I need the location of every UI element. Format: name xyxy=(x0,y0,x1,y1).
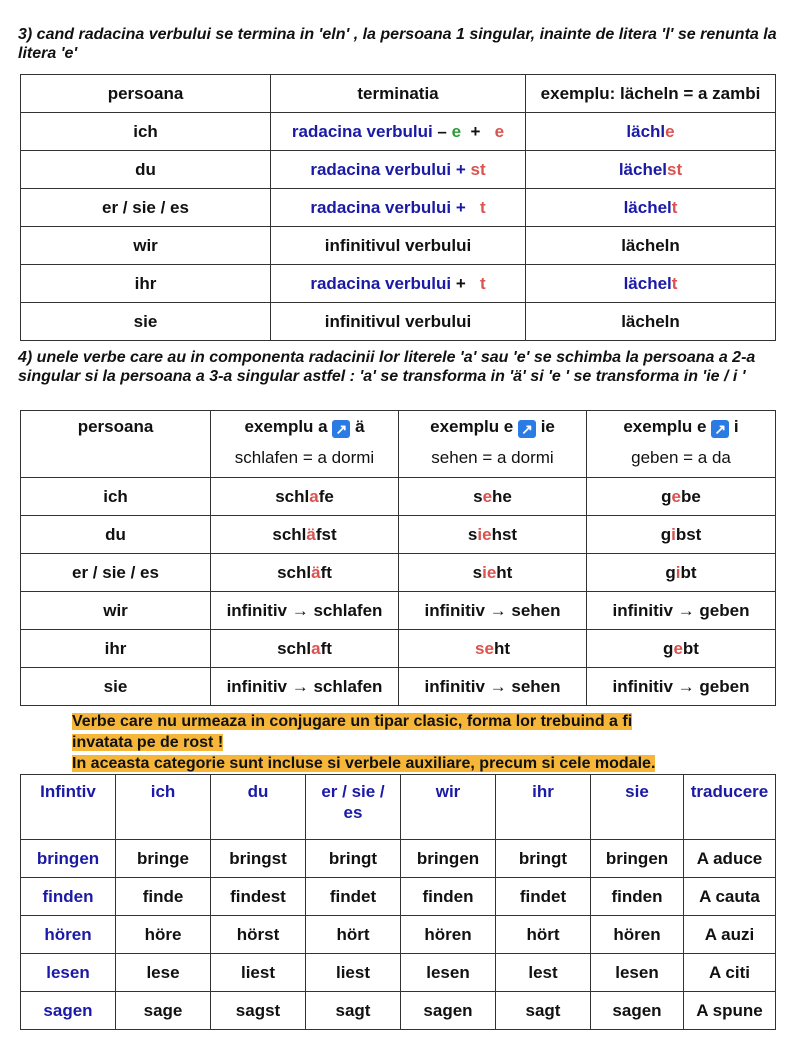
form-cell: sagen xyxy=(401,992,496,1030)
translation-cell: A auzi xyxy=(684,916,776,954)
form-cell: höre xyxy=(116,916,211,954)
table-row xyxy=(21,992,776,1030)
example-cell: lächeln xyxy=(526,227,776,265)
header-terminatia: terminatia xyxy=(271,75,526,113)
form-cell: liest xyxy=(306,954,401,992)
person-cell: wir xyxy=(21,227,271,265)
geben-cell: gibst xyxy=(587,516,776,554)
section-4-heading: 4) unele verbe care au in componenta radacinii lor literele 'a' sau 'e' se schimba la persoana a 2-a singular si la persoana a 3-a singular astfel : 'a' se transforma in 'ä' si 'e ' se transforma in 'ie / i ' xyxy=(18,349,756,385)
geben-cell: infinitiv → geben xyxy=(587,592,776,630)
form-cell: findet xyxy=(306,878,401,916)
sehen-cell: seht xyxy=(399,630,587,668)
eln-verbs-table xyxy=(20,74,776,341)
form-cell: sagt xyxy=(496,992,591,1030)
table-row xyxy=(21,516,776,554)
person-cell: ihr xyxy=(21,265,271,303)
table-row xyxy=(21,840,776,878)
header-sie: sie xyxy=(591,775,684,840)
table-header-row xyxy=(21,411,776,478)
form-cell: bringen xyxy=(401,840,496,878)
header-example-a: exemplu a ↗ ä schlafen = a dormi xyxy=(211,411,399,478)
header-infinitiv: Infintiv xyxy=(21,775,116,840)
section-3-heading: 3) cand radacina verbului se termina in 'eln' , la persoana 1 singular, inainte de litera 'l' se renunta la litera 'e' xyxy=(18,26,777,62)
table-row xyxy=(21,630,776,668)
person-cell: sie xyxy=(21,668,211,706)
vowel-change-table xyxy=(20,410,776,706)
table-row xyxy=(21,954,776,992)
arrow-up-right-icon: ↗ xyxy=(332,420,350,438)
translation-cell: A citi xyxy=(684,954,776,992)
header-traducere: traducere xyxy=(684,775,776,840)
form-cell: hören xyxy=(591,916,684,954)
form-cell: lese xyxy=(116,954,211,992)
geben-cell: infinitiv → geben xyxy=(587,668,776,706)
arrow-up-right-icon: ↗ xyxy=(711,420,729,438)
table-row xyxy=(21,189,776,227)
example-cell: lächelst xyxy=(526,151,776,189)
form-cell: sage xyxy=(116,992,211,1030)
person-cell: wir xyxy=(21,592,211,630)
example-cell: lächeln xyxy=(526,303,776,341)
header-exemplu: exemplu: lächeln = a zambi xyxy=(526,75,776,113)
table-row xyxy=(21,265,776,303)
form-cell: sagen xyxy=(591,992,684,1030)
geben-cell: gebe xyxy=(587,478,776,516)
person-cell: ich xyxy=(21,478,211,516)
arrow-up-right-icon: ↗ xyxy=(518,420,536,438)
form-cell: bringe xyxy=(116,840,211,878)
header-wir: wir xyxy=(401,775,496,840)
schlafen-cell: infinitiv → schlafen xyxy=(211,592,399,630)
example-cell: lächelt xyxy=(526,265,776,303)
form-cell: bringt xyxy=(496,840,591,878)
infinitive-cell: finden xyxy=(21,878,116,916)
form-cell: bringt xyxy=(306,840,401,878)
rule-cell: radacina verbului + t xyxy=(271,189,526,227)
table-row xyxy=(21,303,776,341)
form-cell: hört xyxy=(496,916,591,954)
schlafen-cell: infinitiv → schlafen xyxy=(211,668,399,706)
header-ihr: ihr xyxy=(496,775,591,840)
example-cell: lächle xyxy=(526,113,776,151)
person-cell: sie xyxy=(21,303,271,341)
schlafen-cell: schläfst xyxy=(211,516,399,554)
header-persoana: persoana xyxy=(21,75,271,113)
form-cell: bringen xyxy=(591,840,684,878)
header-example-e-i: exemplu e ↗ i geben = a da xyxy=(587,411,776,478)
rule-cell: infinitivul verbului xyxy=(271,303,526,341)
person-cell: er / sie / es xyxy=(21,189,271,227)
table-header-row xyxy=(21,775,776,840)
table-row xyxy=(21,151,776,189)
person-cell: du xyxy=(21,151,271,189)
geben-cell: gebt xyxy=(587,630,776,668)
form-cell: finden xyxy=(401,878,496,916)
rule-cell: radacina verbului – e + e xyxy=(271,113,526,151)
header-persoana: persoana xyxy=(21,411,211,478)
form-cell: sagst xyxy=(211,992,306,1030)
person-cell: ich xyxy=(21,113,271,151)
schlafen-cell: schlafe xyxy=(211,478,399,516)
form-cell: finden xyxy=(591,878,684,916)
table-row xyxy=(21,916,776,954)
sehen-cell: sehe xyxy=(399,478,587,516)
sehen-cell: infinitiv → sehen xyxy=(399,668,587,706)
table-row xyxy=(21,592,776,630)
person-cell: er / sie / es xyxy=(21,554,211,592)
form-cell: hört xyxy=(306,916,401,954)
rule-cell: radacina verbului + t xyxy=(271,265,526,303)
person-cell: ihr xyxy=(21,630,211,668)
header-du: du xyxy=(211,775,306,840)
translation-cell: A spune xyxy=(684,992,776,1030)
schlafen-cell: schläft xyxy=(211,554,399,592)
form-cell: sagt xyxy=(306,992,401,1030)
form-cell: findest xyxy=(211,878,306,916)
rule-cell: infinitivul verbului xyxy=(271,227,526,265)
sehen-cell: siehst xyxy=(399,516,587,554)
irregular-verbs-table xyxy=(20,774,776,1030)
translation-cell: A cauta xyxy=(684,878,776,916)
form-cell: lest xyxy=(496,954,591,992)
form-cell: lesen xyxy=(591,954,684,992)
schlafen-cell: schlaft xyxy=(211,630,399,668)
form-cell: bringst xyxy=(211,840,306,878)
table-row xyxy=(21,554,776,592)
form-cell: hören xyxy=(401,916,496,954)
infinitive-cell: sagen xyxy=(21,992,116,1030)
table-row xyxy=(21,478,776,516)
infinitive-cell: lesen xyxy=(21,954,116,992)
table-row xyxy=(21,227,776,265)
header-er-sie-es: er / sie / es xyxy=(306,775,401,840)
table-row xyxy=(21,113,776,151)
table-row xyxy=(21,668,776,706)
example-cell: lächelt xyxy=(526,189,776,227)
form-cell: liest xyxy=(211,954,306,992)
geben-cell: gibt xyxy=(587,554,776,592)
person-cell: du xyxy=(21,516,211,554)
table-header-row xyxy=(21,75,776,113)
sehen-cell: infinitiv → sehen xyxy=(399,592,587,630)
infinitive-cell: hören xyxy=(21,916,116,954)
form-cell: hörst xyxy=(211,916,306,954)
form-cell: findet xyxy=(496,878,591,916)
rule-cell: radacina verbului + st xyxy=(271,151,526,189)
header-example-e-ie: exemplu e ↗ ie sehen = a dormi xyxy=(399,411,587,478)
infinitive-cell: bringen xyxy=(21,840,116,878)
header-ich: ich xyxy=(116,775,211,840)
form-cell: lesen xyxy=(401,954,496,992)
form-cell: finde xyxy=(116,878,211,916)
table-row xyxy=(21,878,776,916)
translation-cell: A aduce xyxy=(684,840,776,878)
irregular-verbs-notice: Verbe care nu urmeaza in conjugare un tipar clasic, forma lor trebuind a fi invatata pe de rost ! In aceasta categorie sunt incluse si verbele auxiliare, precum si cele modale. xyxy=(72,713,656,772)
sehen-cell: sieht xyxy=(399,554,587,592)
